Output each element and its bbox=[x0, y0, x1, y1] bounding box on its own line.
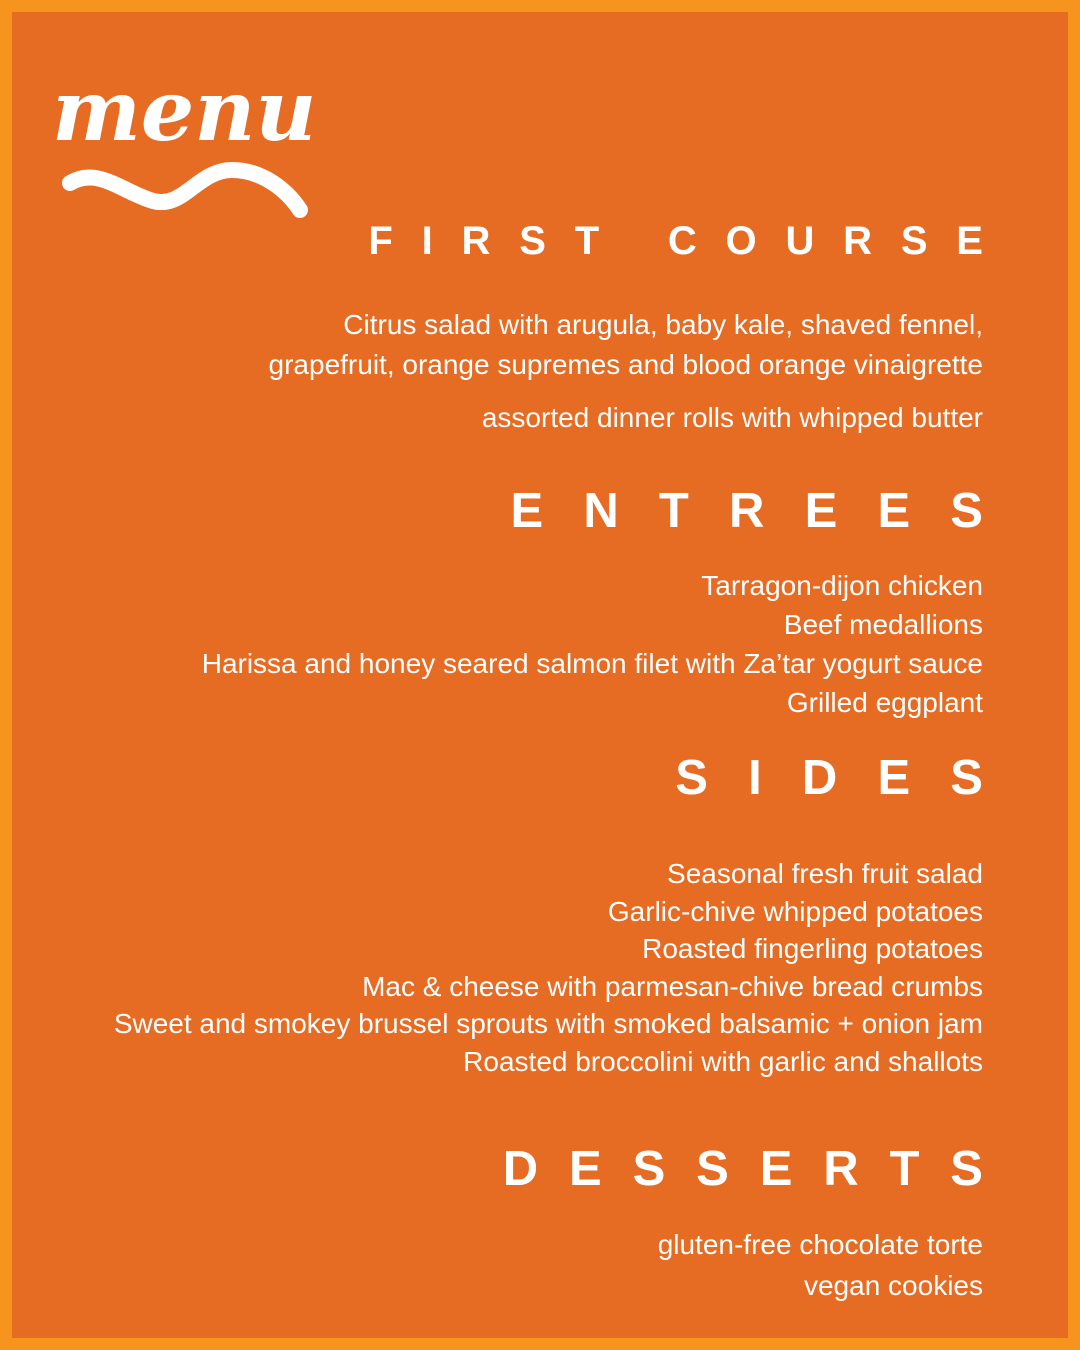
list-item: Citrus salad with arugula, baby kale, shaved fennel, bbox=[343, 309, 983, 340]
list-item: Tarragon-dijon chicken bbox=[701, 570, 983, 601]
sides-list bbox=[114, 855, 983, 1081]
list-item: Seasonal fresh fruit salad bbox=[667, 858, 983, 889]
list-item: vegan cookies bbox=[803, 1270, 983, 1301]
desserts-list bbox=[658, 1224, 983, 1306]
list-item: Mac & cheese with parmesan-chive bread crumbs bbox=[362, 970, 983, 1002]
list-item: assorted dinner rolls with whipped butter bbox=[481, 402, 983, 433]
menu-card bbox=[12, 12, 1068, 1338]
section-title-sides: SIDES bbox=[675, 751, 1024, 805]
section-title-desserts: DESSERTS bbox=[502, 1142, 1014, 1196]
wave-squiggle-icon bbox=[70, 170, 300, 210]
list-item: gluten-free chocolate torte bbox=[657, 1229, 983, 1260]
list-item: Grilled eggplant bbox=[786, 687, 983, 718]
list-item: Garlic-chive whipped potatoes bbox=[607, 895, 983, 927]
list-item: Roasted fingerling potatoes bbox=[642, 933, 983, 965]
logo-text: menu bbox=[52, 62, 317, 160]
section-title-entrees: ENTREES bbox=[510, 484, 1024, 538]
list-item: Sweet and smokey brussel sprouts with smoked balsamic + onion jam bbox=[113, 1008, 983, 1040]
list-item: Beef medallions bbox=[783, 609, 983, 640]
section-title-first-course: FIRST COURSE bbox=[368, 219, 1012, 263]
list-item: grapefruit, orange supremes and blood orange vinaigrette bbox=[268, 349, 983, 380]
entrees-list bbox=[202, 566, 983, 722]
menu-logo bbox=[42, 62, 342, 232]
list-item: Roasted broccolini with garlic and shallots bbox=[463, 1045, 983, 1077]
first-course-list bbox=[269, 305, 983, 438]
list-item: Harissa and honey seared salmon filet with Za’tar yogurt sauce bbox=[201, 648, 983, 679]
